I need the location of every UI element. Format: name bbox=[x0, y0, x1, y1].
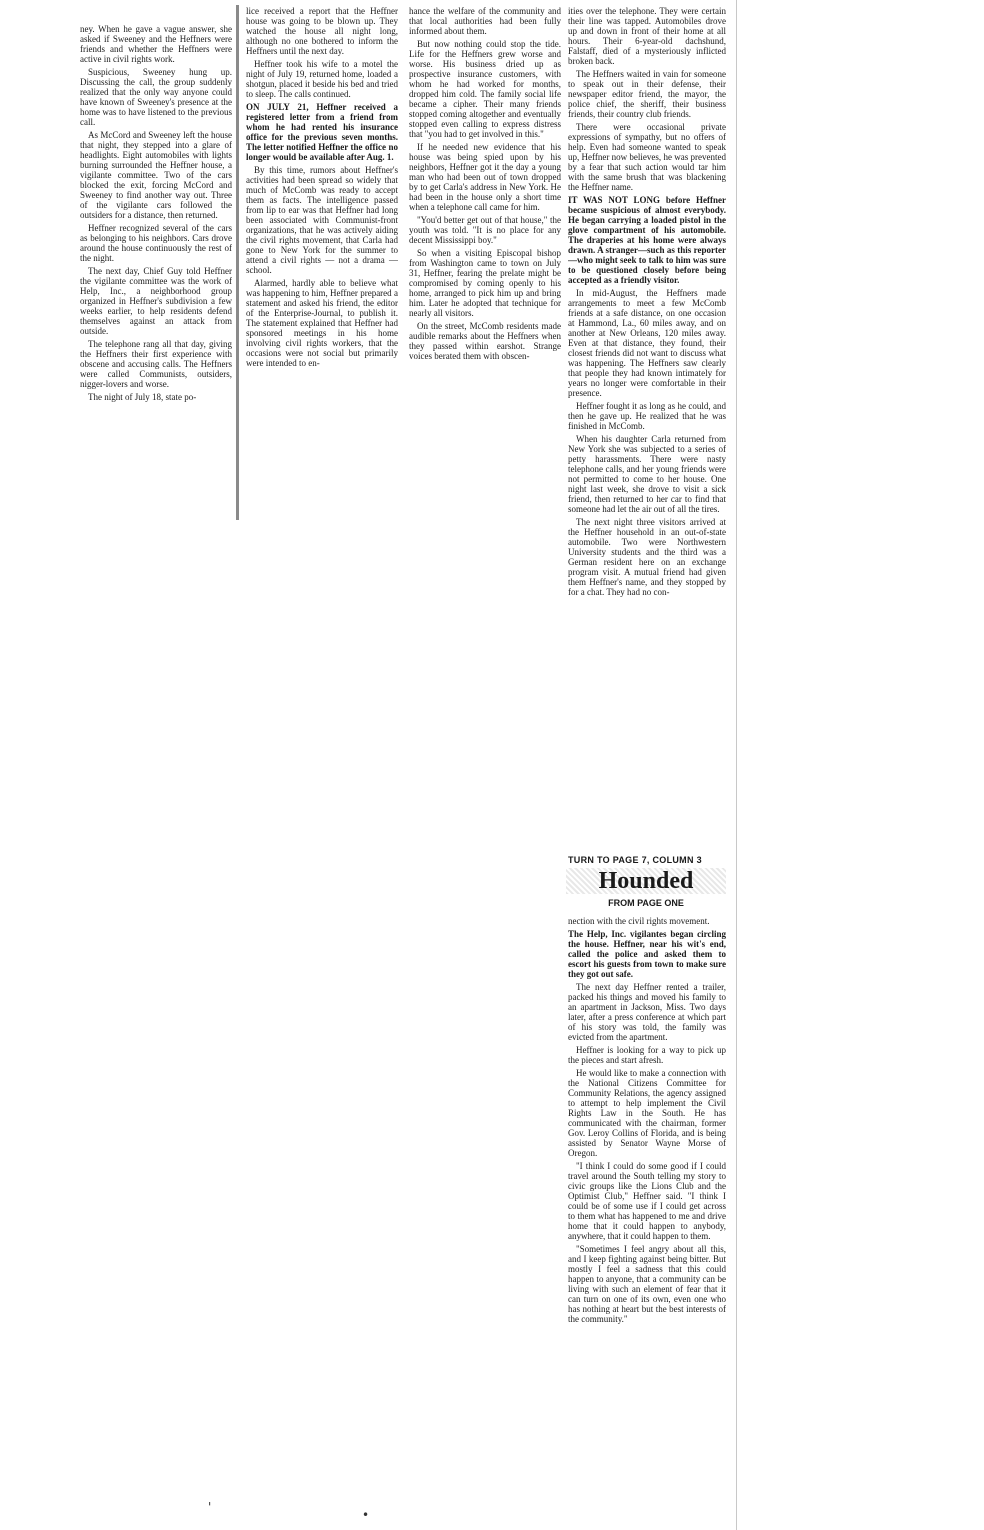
article-column-3 bbox=[409, 6, 561, 506]
paragraph: Heffner is looking for a way to pick up the pieces and start afresh. bbox=[568, 1045, 726, 1065]
paragraph: "You'd better get out of that house," the youth was told. "It is no place for any decent Mississippi boy." bbox=[409, 215, 561, 245]
paragraph: By this time, rumors about Heffner's activities had been spread so widely that much of McComb was ready to accept them as facts. The intelligence passed from lip to ear was that Heffner had long been associated with Communist-front organizations, that he was actively aiding the civil rights movement, that Carla had gone to New York for the summer to attend a civil rights — not a drama — school. bbox=[246, 165, 398, 275]
paragraph: When his daughter Carla returned from New York she was subjected to a series of petty harassments. There were nasty telephone calls, and her young friends were not permitted to come to her house. One night last week, she drove to visit a sick friend, then returned to her car to find that someone had let the air out of all the tires. bbox=[568, 434, 726, 514]
paragraph: The telephone rang all that day, giving the Heffners their first experience with obscene and accusing calls. The Heffners were called Communists, outsiders, nigger-lovers and worse. bbox=[80, 339, 232, 389]
paragraph: IT WAS NOT LONG before Heffner became suspicious of almost everybody. He began carrying a loaded pistol in the glove compartment of his automobile. The draperies at his home were always drawn. A stranger—such as this reporter—who might seek to talk to him was sure to be questioned closely before being accepted as a friendly visitor. bbox=[568, 195, 726, 285]
paragraph: Heffner fought it as long as he could, and then he gave up. He realized that he was finished in McComb. bbox=[568, 401, 726, 431]
paragraph: In mid-August, the Heffners made arrangements to meet a few McComb friends at a safe distance, on one occasion at Hammond, La., 60 miles away, and on another at New Orleans, 120 miles away. Even at that distance, they found, their closest friends did not want to discuss what was happening. The Heffners saw clearly that people they had known intimately for years no longer were comfortable in their presence. bbox=[568, 288, 726, 398]
paragraph: Heffner recognized several of the cars as belonging to his neighbors. Cars drove around the house continuously the rest of the night. bbox=[80, 223, 232, 263]
paragraph: The Heffners waited in vain for someone to speak out in their defense, their newspaper editor friend, the mayor, the police chief, the sheriff, their business friends, their country club friends. bbox=[568, 69, 726, 119]
article-column-5 bbox=[568, 916, 726, 1524]
paragraph: The next night three visitors arrived at the Heffner household in an out-of-state automobile. Two were Northwestern University students and the third was a German resident here on an exchange program visit. A mutual friend had given them Heffner's name, and they stopped by for a chat. They had no con- bbox=[568, 517, 726, 597]
paragraph: nection with the civil rights movement. bbox=[568, 916, 710, 926]
paragraph: He would like to make a connection with the National Citizens Committee for Community Relations, the agency assigned to attempt to help implement the Civil Rights Law in the South. He has communicated with the chairman, former Gov. Leroy Collins of Florida, and is being assisted by Senator Wayne Morse of Oregon. bbox=[568, 1068, 726, 1158]
paragraph: The next day Heffner rented a trailer, packed his things and moved his family to an apartment in Jackson, Miss. Two days later, after a press conference at which part of his story was told, the family was evicted from the apartment. bbox=[568, 982, 726, 1042]
paragraph: But now nothing could stop the tide. Life for the Heffners grew worse and worse. His business dried up as prospective insurance customers, with whom he had worked for months, dropped him cold. The family social life became a cipher. Their many friends stopped coming altogether and eventually stopped even calling to express distress that "you had to get involved in this." bbox=[409, 39, 561, 139]
paragraph: "Sometimes I feel angry about all this, and I keep fighting against being bitter. But mostly I feel a sadness that this could happen to anyone, that a community can be living with such an element of fear that it can turn on one of its own, even one who has nothing at heart but the best interests of the community." bbox=[568, 1244, 726, 1324]
paragraph: Alarmed, hardly able to believe what was happening to him, Heffner prepared a statement and asked his friend, the editor of the Enterprise-Journal, to publish it. The statement explained that Heffner had sponsored meetings in his home involving civil rights workers, that the occasions were not social but primarily were intended to en- bbox=[246, 278, 398, 368]
paragraph: So when a visiting Episcopal bishop from Washington came to town on July 31, Heffner, fearing the prelate might be compromised by coming openly to his home, arranged to pick him up and bring him. Later he adopted that technique for nearly all visitors. bbox=[409, 248, 561, 318]
article-column-1 bbox=[80, 24, 232, 524]
article-column-2 bbox=[246, 6, 398, 520]
jump-headline: Hounded bbox=[566, 868, 726, 894]
paragraph: ities over the telephone. They were certain their line was tapped. Automobiles drove up and down in front of their home at all hours. Their 6-year-old dachshund, Falstaff, died of a mysteriously inflicted broken back. bbox=[568, 6, 726, 66]
paragraph: There were occasional private expressions of sympathy, but no offers of help. Even had someone wanted to speak up, Heffner now believes, he was prevented by a fear that such action would tar him with the same brush that was blackening the Heffner name. bbox=[568, 122, 726, 192]
paragraph: The Help, Inc. vigilantes began circling the house. Heffner, near his wit's end, called the police and asked them to escort his guests from town to make sure they got out safe. bbox=[568, 929, 726, 979]
paragraph: On the street, McComb residents made audible remarks about the Heffners when they passed within earshot. Strange voices berated them with obscen- bbox=[409, 321, 561, 361]
paragraph: ON JULY 21, Heffner received a registered letter from a friend from whom he had rented his insurance office for the previous seven months. The letter notified Heffner the office no longer would be available after Aug. 1. bbox=[246, 102, 398, 162]
jump-line: TURN TO PAGE 7, COLUMN 3 bbox=[568, 855, 702, 865]
paragraph: The night of July 18, state po- bbox=[88, 392, 197, 402]
fold-crease bbox=[736, 0, 737, 1530]
paragraph: As McCord and Sweeney left the house that night, they stepped into a glare of headlights. Eight automobiles with lights burning surrounded the Heffner house, a vigilante committee. Two of the cars blocked the exit, forcing McCord and Sweeney to find another way out. Three of the vigilante cars followed the outsiders for a distance, then returned. bbox=[80, 130, 232, 220]
paragraph: ney. When he gave a vague answer, she asked if Sweeney and the Heffners were friends and whether the Heffners were active in civil rights work. bbox=[80, 24, 232, 64]
paragraph: Suspicious, Sweeney hung up. Discussing the call, the group suddenly realized that the only way anyone could have known of Sweeney's presence at the home was to have listened to the previous call. bbox=[80, 67, 232, 127]
fold-crease bbox=[236, 5, 239, 520]
scan-speck: • bbox=[362, 1508, 370, 1522]
paragraph: hance the welfare of the community and that local authorities had been fully informed about them. bbox=[409, 6, 561, 36]
paragraph: lice received a report that the Heffner house was going to be blown up. They watched the house all night long, although no one bothered to inform the Heffners until the next day. bbox=[246, 6, 398, 56]
article-column-4 bbox=[568, 6, 726, 852]
paragraph: The next day, Chief Guy told Heffner the vigilante committee was the work of Help, Inc., a neighborhood group organized in Heffner's subdivision a few weeks earlier, to help residents defend themselves against an attack from outside. bbox=[80, 266, 232, 336]
from-page-line: FROM PAGE ONE bbox=[608, 898, 684, 908]
paragraph: Heffner took his wife to a motel the night of July 19, returned home, loaded a shotgun, placed it beside his bed and tried to sleep. The calls continued. bbox=[246, 59, 398, 99]
paragraph: "I think I could do some good if I could travel around the South telling my story to civic groups like the Lions Club and the Optimist Club," Heffner said. "I think I could be of some use if I could get across to them what has happened to me and drive home that it could happen to anybody, anywhere, that it could happen to them. bbox=[568, 1161, 726, 1241]
paragraph: If he needed new evidence that his house was being spied upon by his neighbors, Heffner got it the day a young man who had been out of town dropped by to get Carla's address in New York. He had been in the house only a short time when a telephone call came for him. bbox=[409, 142, 561, 212]
scan-speck: ' bbox=[208, 1500, 212, 1514]
